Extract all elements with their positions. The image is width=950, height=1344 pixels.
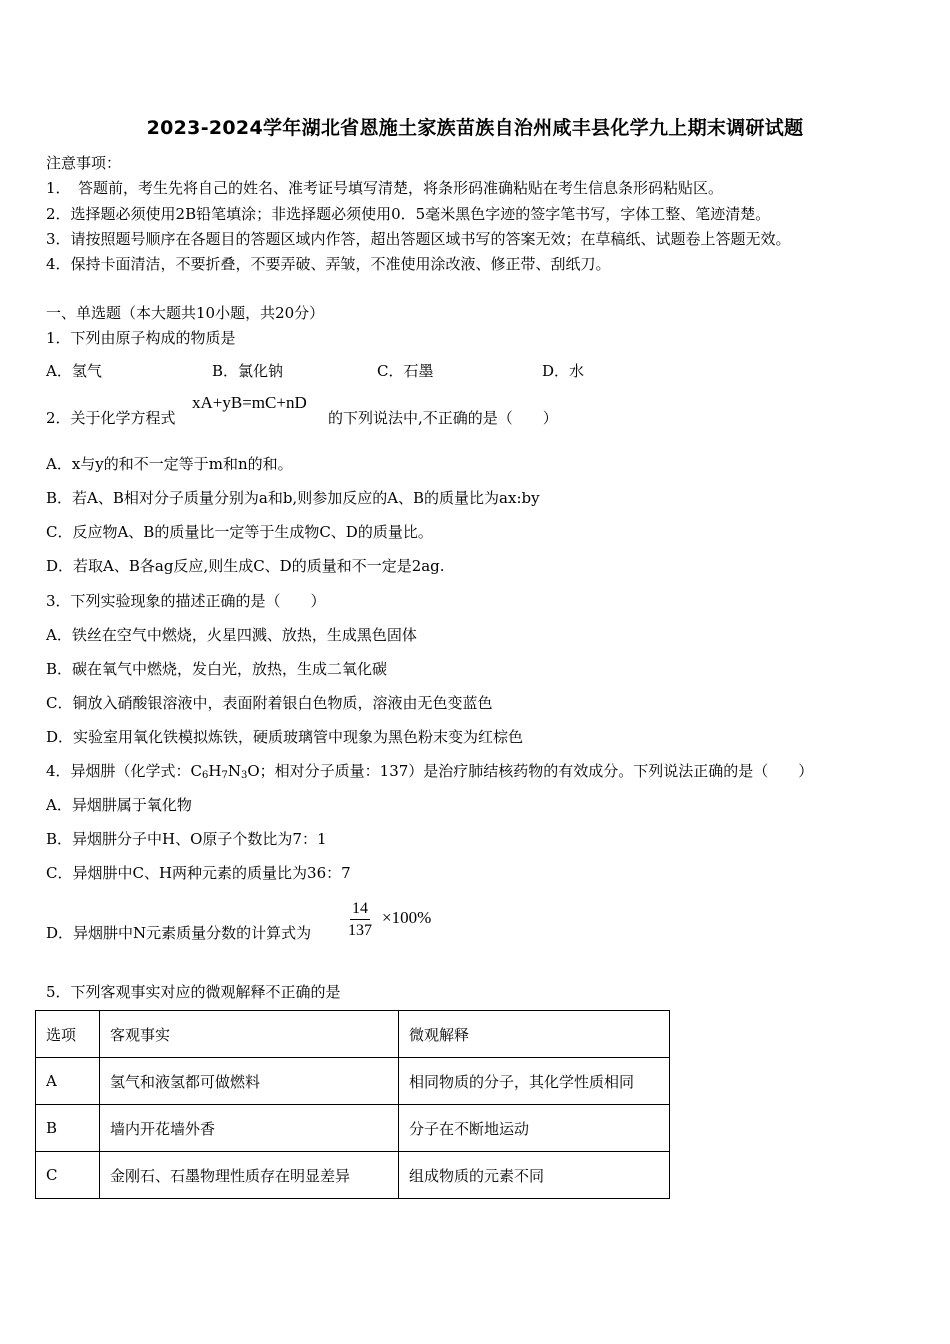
fraction-denominator: 137 <box>348 922 372 939</box>
notice-item: 1． 答题前，考生先将自己的姓名、准考证号填写清楚，将条形码准确粘贴在考生信息条形码粘贴区。 <box>46 179 724 197</box>
q4-option-a: A．异烟肼属于氧化物 <box>46 796 192 814</box>
table-row <box>36 1152 670 1199</box>
table-cell: 分子在不断地运动 <box>399 1105 670 1152</box>
q1-option-b: B．氯化钠 <box>212 362 284 380</box>
table-row <box>36 1058 670 1105</box>
q4-stem-part: 4．异烟肼（化学式：C <box>46 762 203 780</box>
q4-element: N <box>227 762 241 780</box>
table-cell: 金刚石、石墨物理性质存在明显差异 <box>100 1152 399 1199</box>
subscript: 3 <box>241 770 248 781</box>
question-2-suffix: 的下列说法中,不正确的是（ ） <box>328 409 558 427</box>
q1-option-c: C．石墨 <box>377 362 434 380</box>
question-1-stem: 1．下列由原子构成的物质是 <box>46 329 236 347</box>
chemical-equation: xA+yB=mC+nD <box>192 393 307 412</box>
fraction-formula <box>348 898 372 940</box>
page-title: 2023-2024学年湖北省恩施土家族苗族自治州咸丰县化学九上期末调研试题 <box>146 117 804 139</box>
q2-option-d: D．若取A、B各ag反应,则生成C、D的质量和不一定是2ag. <box>46 557 445 575</box>
table-cell: 相同物质的分子，其化学性质相同 <box>399 1058 670 1105</box>
question-5-stem: 5．下列客观事实对应的微观解释不正确的是 <box>46 983 341 1001</box>
q4-stem-part: O；相对分子质量：137）是治疗肺结核药物的有效成分。下列说法正确的是（ ） <box>247 762 814 780</box>
table-cell: 氢气和液氢都可做燃料 <box>100 1058 399 1105</box>
q1-option-d: D．水 <box>542 362 585 380</box>
question-2-prefix: 2．关于化学方程式 <box>46 409 176 427</box>
fraction <box>348 900 372 940</box>
subscript: 7 <box>221 770 228 781</box>
table-header-cell: 微观解释 <box>399 1011 670 1058</box>
table-row <box>36 1105 670 1152</box>
q4-element: H <box>208 762 222 780</box>
q3-option-b: B．碳在氧气中燃烧，发白光，放热，生成二氧化碳 <box>46 660 388 678</box>
q2-option-b: B．若A、B相对分子质量分别为a和b,则参加反应的A、B的质量比为ax:by <box>46 489 540 507</box>
subscript: 6 <box>202 770 209 781</box>
table-header-row <box>36 1011 670 1058</box>
question-4-stem <box>46 760 813 781</box>
table-cell: C <box>36 1152 100 1199</box>
table-cell: 组成物质的元素不同 <box>399 1152 670 1199</box>
table-cell: A <box>36 1058 100 1105</box>
q3-option-a: A．铁丝在空气中燃烧，火星四溅、放热，生成黑色固体 <box>46 626 417 644</box>
fraction-numerator: 14 <box>350 900 370 920</box>
notice-item: 4．保持卡面清洁，不要折叠，不要弄破、弄皱，不准使用涂改液、修正带、刮纸刀。 <box>46 255 611 273</box>
notice-item: 3．请按照题号顺序在各题目的答题区域内作答，超出答题区域书写的答案无效；在草稿纸、试题卷上答题无效。 <box>46 230 791 248</box>
section-heading: 一、单选题（本大题共10小题，共20分） <box>46 304 325 322</box>
q3-option-d: D．实验室用氧化铁模拟炼铁，硬质玻璃管中现象为黑色粉末变为红棕色 <box>46 728 524 746</box>
q3-option-c: C．铜放入硝酸银溶液中，表面附着银白色物质，溶液由无色变蓝色 <box>46 694 493 712</box>
question-3-stem: 3．下列实验现象的描述正确的是（ ） <box>46 592 326 610</box>
q4-option-c: C．异烟肼中C、H两种元素的质量比为36：7 <box>46 864 351 882</box>
table-cell: B <box>36 1105 100 1152</box>
table-header-cell: 客观事实 <box>100 1011 399 1058</box>
table-cell: 墙内开花墙外香 <box>100 1105 399 1152</box>
q4-option-d: D．异烟肼中N元素质量分数的计算式为 <box>46 924 312 942</box>
fraction-multiplier: ×100% <box>382 908 432 927</box>
notice-heading: 注意事项： <box>46 154 122 172</box>
q2-option-a: A．x与y的和不一定等于m和n的和。 <box>46 455 293 473</box>
q1-option-a: A．氢气 <box>46 362 102 380</box>
table-header-cell: 选项 <box>36 1011 100 1058</box>
q2-option-c: C．反应物A、B的质量比一定等于生成物C、D的质量比。 <box>46 523 433 541</box>
q4-option-b: B．异烟肼分子中H、O原子个数比为7：1 <box>46 830 327 848</box>
notice-item: 2．选择题必须使用2B铅笔填涂；非选择题必须使用0．5毫米黑色字迹的签字笔书写，字体工整、笔迹清楚。 <box>46 205 771 223</box>
answer-table <box>35 1010 670 1199</box>
